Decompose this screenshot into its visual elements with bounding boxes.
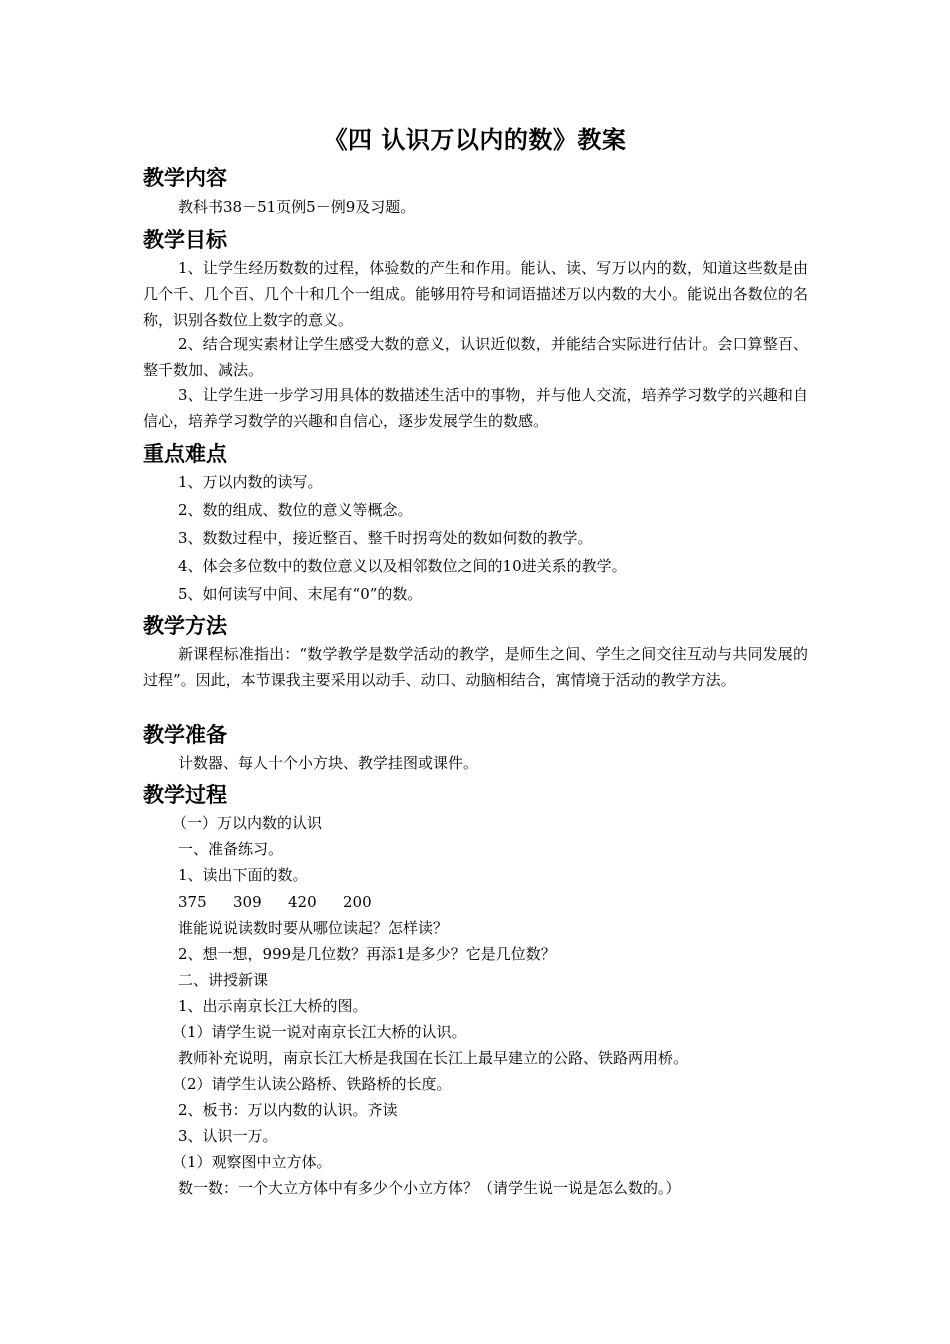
heading-process: 教学过程 [143,783,227,807]
process-line: 一、准备练习。 [178,840,284,858]
content-text: 教科书38－51页例5－例9及习题。 [178,198,416,216]
process-line: 2、想一想，999是几位数？再添1是多少？它是几位数？ [178,945,556,963]
heading-goals: 教学目标 [143,228,227,252]
heading-preparation: 教学准备 [143,723,227,747]
process-line: 数一数：一个大立方体中有多少个小立方体？（请学生说一说是怎么数的。） [178,1179,681,1197]
number-item: 420 [288,893,317,911]
methods-text: 新课程标准指出：“数学教学是数学活动的教学，是师生之间、学生之间交往互动与共同发展的过程”。因此，本节课我主要采用以动手、动口、动脑相结合，寓情境于活动的教学方法。 [143,645,808,689]
number-item: 309 [233,893,262,911]
key-point-item: 3、数数过程中，接近整百、整千时拐弯处的数如何数的教学。 [178,529,593,547]
process-line: （1）观察图中立方体。 [172,1153,332,1171]
process-line: （2）请学生认读公路桥、铁路桥的长度。 [172,1075,452,1093]
key-point-item: 1、万以内数的读写。 [178,473,323,491]
process-line: （1）请学生说一说对南京长江大桥的认识。 [172,1023,467,1041]
process-line: 二、讲授新课 [178,971,269,989]
process-line: 1、出示南京长江大桥的图。 [178,997,368,1015]
key-point-item: 2、数的组成、数位的意义等概念。 [178,501,413,519]
goal-item: 1、让学生经历数数的过程，体验数的产生和作用。能认、读、写万以内的数，知道这些数是由几个千、几个百、几个十和几个一组成。能够用符号和词语描述万以内数的大小。能说出各数位的名称，识别各数位上数字的意义。 [143,259,808,329]
heading-methods: 教学方法 [143,614,227,638]
key-point-item: 4、体会多位数中的数位意义以及相邻数位之间的10进关系的教学。 [178,557,627,575]
goal-item: 2、结合现实素材让学生感受大数的意义，认识近似数，并能结合实际进行估计。会口算整百、整千数加、减法。 [143,335,808,379]
process-line: 谁能说说读数时要从哪位读起？怎样读？ [178,919,449,937]
process-line: 3、认识一万。 [178,1127,278,1145]
heading-key-points: 重点难点 [143,442,227,466]
process-line: 2、板书：万以内数的认识。齐读 [178,1101,398,1119]
key-point-item: 5、如何读写中间、末尾有“0”的数。 [178,585,423,603]
number-item: 375 [178,893,207,911]
process-line: 1、读出下面的数。 [178,866,308,884]
goal-item: 3、让学生进一步学习用具体的数描述生活中的事物，并与他人交流，培养学习数学的兴趣和自信心，培养学习数学的兴趣和自信心，逐步发展学生的数感。 [143,386,808,430]
process-line: 教师补充说明，南京长江大桥是我国在长江上最早建立的公路、铁路两用桥。 [178,1049,689,1067]
number-item: 200 [343,893,372,911]
document-title: 《四 认识万以内的数》教案 [323,126,627,154]
number-row [178,889,398,915]
preparation-text: 计数器、每人十个小方块、教学挂图或课件。 [178,754,479,772]
heading-content: 教学内容 [143,166,227,190]
process-line: （一）万以内数的认识 [172,814,323,832]
